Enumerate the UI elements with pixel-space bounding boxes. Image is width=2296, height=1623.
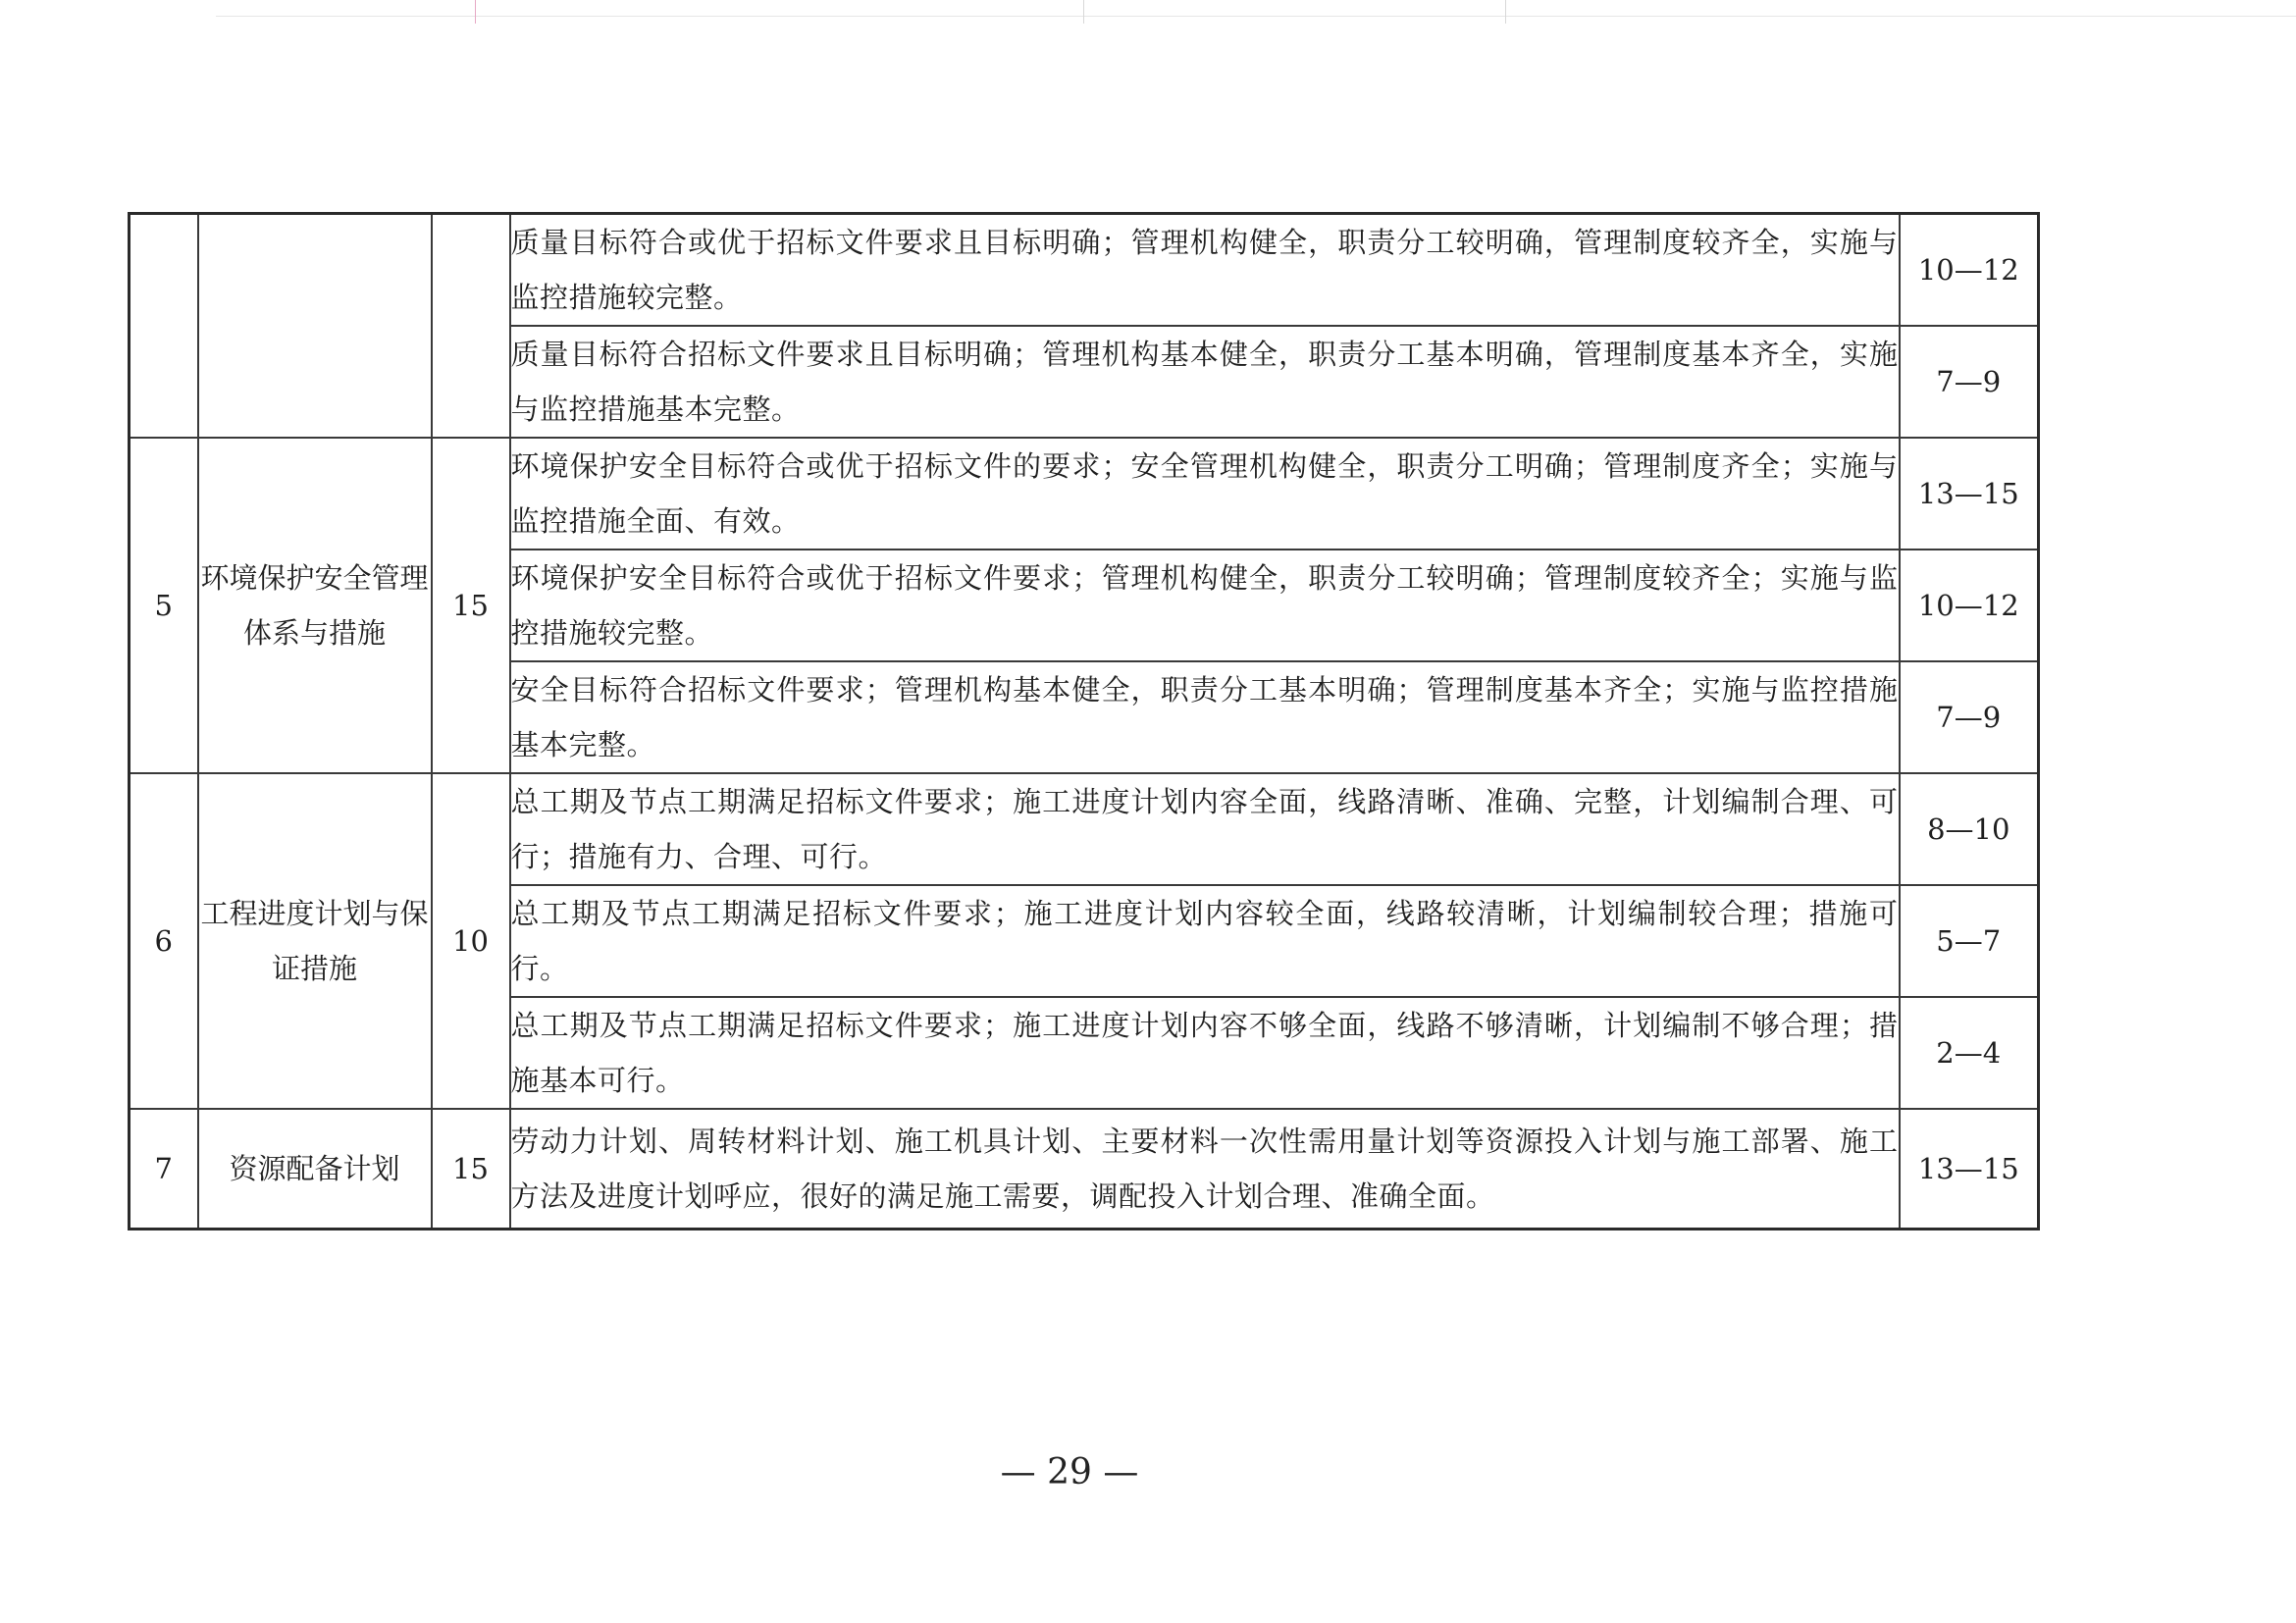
criteria-description: 安全目标符合招标文件要求；管理机构基本健全，职责分工基本明确；管理制度基本齐全；实施与监控措施基本完整。 xyxy=(510,661,1900,773)
table-row xyxy=(130,438,2039,550)
criteria-description: 劳动力计划、周转材料计划、施工机具计划、主要材料一次性需用量计划等资源投入计划与施工部署、施工方法及进度计划呼应，很好的满足施工需要，调配投入计划合理、准确全面。 xyxy=(510,1109,1900,1230)
score-range: 5—7 xyxy=(1900,885,2039,997)
criteria-description: 质量目标符合或优于招标文件要求且目标明确；管理机构健全，职责分工较明确，管理制度较齐全，实施与监控措施较完整。 xyxy=(510,214,1900,327)
crop-mark xyxy=(1083,0,1084,24)
score-range: 10—12 xyxy=(1900,550,2039,661)
item-name-cell xyxy=(198,214,432,439)
item-points-cell: 15 xyxy=(432,438,510,773)
score-range: 13—15 xyxy=(1900,1109,2039,1230)
crop-mark xyxy=(475,0,476,24)
table-row xyxy=(130,773,2039,885)
table-row xyxy=(130,214,2039,327)
item-points-cell xyxy=(432,214,510,439)
crop-mark xyxy=(1505,0,1506,24)
page-top-edge xyxy=(216,0,2296,17)
table-row xyxy=(130,1109,2039,1230)
score-range: 13—15 xyxy=(1900,438,2039,550)
item-points-cell: 10 xyxy=(432,773,510,1109)
item-points-cell: 15 xyxy=(432,1109,510,1230)
item-number-cell: 6 xyxy=(130,773,198,1109)
item-name-cell: 环境保护安全管理体系与措施 xyxy=(198,438,432,773)
scoring-table xyxy=(128,212,2040,1230)
score-range: 8—10 xyxy=(1900,773,2039,885)
criteria-description: 总工期及节点工期满足招标文件要求；施工进度计划内容全面，线路清晰、准确、完整，计划编制合理、可行；措施有力、合理、可行。 xyxy=(510,773,1900,885)
item-number-cell: 7 xyxy=(130,1109,198,1230)
score-range: 10—12 xyxy=(1900,214,2039,327)
score-range: 7—9 xyxy=(1900,661,2039,773)
score-range: 7—9 xyxy=(1900,326,2039,438)
criteria-description: 总工期及节点工期满足招标文件要求；施工进度计划内容较全面，线路较清晰，计划编制较合理；措施可行。 xyxy=(510,885,1900,997)
criteria-description: 总工期及节点工期满足招标文件要求；施工进度计划内容不够全面，线路不够清晰，计划编制不够合理；措施基本可行。 xyxy=(510,997,1900,1109)
item-name-cell: 资源配备计划 xyxy=(198,1109,432,1230)
criteria-description: 环境保护安全目标符合或优于招标文件的要求；安全管理机构健全，职责分工明确；管理制度齐全；实施与监控措施全面、有效。 xyxy=(510,438,1900,550)
criteria-description: 质量目标符合招标文件要求且目标明确；管理机构基本健全，职责分工基本明确，管理制度基本齐全，实施与监控措施基本完整。 xyxy=(510,326,1900,438)
criteria-description: 环境保护安全目标符合或优于招标文件要求；管理机构健全，职责分工较明确；管理制度较齐全；实施与监控措施较完整。 xyxy=(510,550,1900,661)
page-number: — 29 — xyxy=(1000,1452,1139,1492)
item-name-cell: 工程进度计划与保证措施 xyxy=(198,773,432,1109)
item-number-cell xyxy=(130,214,198,439)
score-range: 2—4 xyxy=(1900,997,2039,1109)
item-number-cell: 5 xyxy=(130,438,198,773)
